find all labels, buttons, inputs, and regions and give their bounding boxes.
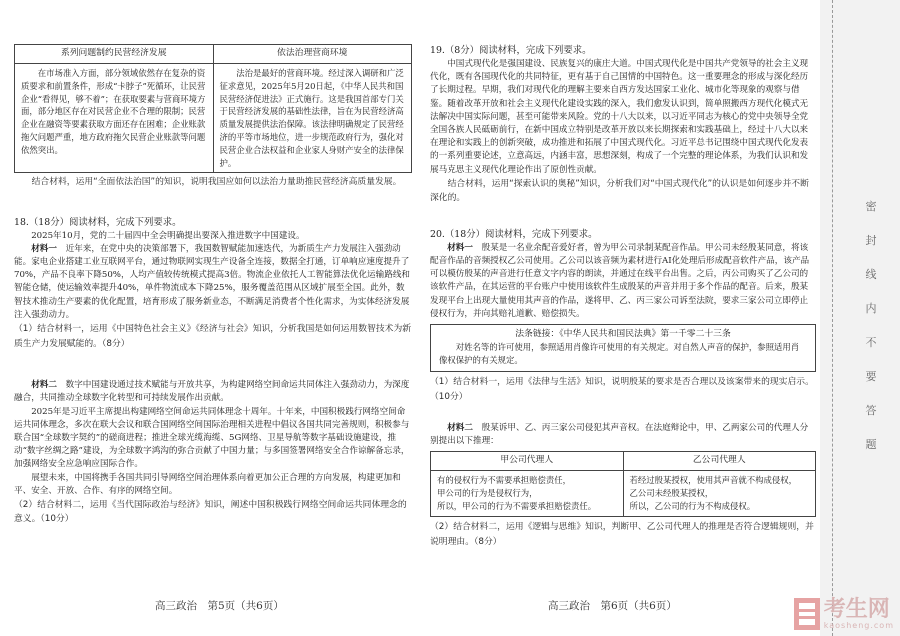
kaosheng-logo-icon — [794, 598, 820, 630]
material-label: 材料一 — [447, 242, 473, 253]
seal-char: 题 — [865, 438, 877, 451]
q19-heading: 19.（8分）阅读材料，完成下列要求。 — [430, 45, 592, 56]
material-label: 材料二 — [447, 423, 473, 434]
q18-material-2-para: 2025年是习近平主席提出构建网络空间命运共同体理念十周年。十年来，中国积极践行网络空间命运共同体理念，多次在联大会议和联合国网络空间国际治理相关进程中倡议各国共同完善规则，积极参与联合国“全球数字契约”的磋商进程；推进全球光缆海缆、5G网络、卫星导航等数字基础设施建设，推动“数字丝绸之路”建设，为全球数字鸿沟的弥合贡献了中国力量；与多国签署网络安全合作谅解备忘录，加强网络安全应急响应国际合作。 — [14, 406, 410, 470]
law-body: 对姓名等的许可使用，参照适用肖像许可使用的有关规定。对自然人声音的保护，参照适用肖像权保护的有关规定。 — [439, 342, 800, 366]
table-header: 甲公司代理人 — [431, 452, 624, 471]
table-header: 系列问题制约民营经济发展 — [15, 45, 214, 64]
watermark-domain: kaosheng.com — [823, 620, 894, 630]
seal-char: 不 — [865, 336, 877, 349]
material-text: 殷某诉甲、乙、丙三家公司侵犯其声音权。在法庭辩论中，甲、乙两家公司的代理人分别提出以下推理： — [430, 423, 809, 447]
seal-char: 线 — [865, 268, 877, 281]
q18-sub-question-2: （2）结合材料二，运用《当代国际政治与经济》知识，阐述中国积极践行网络空间命运共同体理念的意义。（10分） — [14, 499, 407, 525]
table-header: 乙公司代理人 — [623, 452, 816, 471]
material-text: 殷某是一名业余配音爱好者，曾为甲公司录制某配音作品。甲公司未经殷某同意，将该配音作品的音频授权乙公司使用。乙公司以该音频为素材进行AI化处理后形成配音软件产品，该产品可以模仿殷某的声音进行任意文字内容的朗读，并通过在线平台出售。之后，丙公司购买了乙公司的该软件产品，在其运营的平台账户中使用该软件生成殷某的声音并用于多个作品的配音。后来，殷某发现平台上出现大量使用其声音的作品，遂将甲、乙、丙三家公司诉至法院，要求三家公司立即停止侵权行为，并向其赔礼道歉、赔偿损失。 — [430, 242, 810, 319]
right-page — [430, 44, 816, 549]
premise-line: 乙公司未经殷某授权， — [629, 488, 714, 499]
q17-material-table — [14, 44, 412, 173]
material-label: 材料二 — [31, 380, 57, 391]
material-text: 数字中国建设通过技术赋能与开放共享，为构建网络空间命运共同体注入强劲动力，为深度融合，共同推动全球数字化转型和可持续发展作出贡献。 — [14, 380, 410, 404]
law-reference-box — [430, 324, 816, 372]
q19-question: 结合材料，运用“探索认识的奥秘”知识，分析我们对“中国式现代化”的认识是如何逐步并不断深化的。 — [430, 178, 809, 204]
seal-char: 封 — [865, 234, 877, 247]
q17-question: 结合材料，运用“全面依法治国”的知识，说明我国应如何以法治力量助推民营经济高质量发展。 — [31, 177, 402, 188]
q18-sub-question-1: （1）结合材料一，运用《中国特色社会主义》《经济与社会》知识，分析我国是如何运用数智技术为新质生产力发展赋能的。（8分） — [14, 324, 412, 349]
table-cell: 在市场准入方面，部分领域依然存在复杂的资质要求和前置条件，形成“卡脖子”死循环，让民营企业“看得见，够不着”；在获取要素与营商环境方面，部分地区存在对民营企业不合理的限制；民营企业在融资等要素获取方面还存在困难；企业账款拖欠问题严重，地方政府拖欠民营企业账款等问题依然突出。 — [15, 64, 214, 173]
conclusion-line: 所以，甲公司的行为不需要承担赔偿责任。 — [437, 501, 597, 512]
seal-char: 密 — [865, 200, 877, 213]
seal-char: 内 — [865, 302, 877, 315]
premise-line: 有的侵权行为不需要承担赔偿责任， — [437, 475, 571, 486]
seal-char: 答 — [865, 404, 877, 417]
table-cell — [623, 471, 816, 517]
q20-sub-question-1: （1）结合材料一，运用《法律与生活》知识，说明殷某的要求是否合理以及该案带来的现实启示。（10分） — [430, 377, 814, 402]
seal-char: 要 — [865, 370, 877, 383]
table-header: 依法治理营商环境 — [213, 45, 412, 64]
q18-material-2 — [14, 379, 412, 405]
conclusion-line: 所以，乙公司的行为不构成侵权。 — [629, 501, 756, 512]
material-label: 材料一 — [31, 243, 57, 254]
q20-material-1 — [430, 242, 816, 321]
q18-material-2-para: 展望未来，中国将携手各国共同引导网络空间治理体系向着更加公正合理的方向发展，构建更加和平、安全、开放、合作、有序的网络空间。 — [14, 472, 401, 496]
q19-material: 中国式现代化是强国建设、民族复兴的康庄大道。中国式现代化是中国共产党领导的社会主义现代化，既有各国现代化的共同特征，更有基于自己国情的中国特色。这一重要理念的形成与深化经历了长期过程。早期，我们对现代化的理解主要来自西方发达国家工业化、城市化等现象的观察与借鉴。随着改革开放和社会主义现代化建设实践的深入，我们愈发认识到，简单照搬西方现代化模式无法解决中国实际问题，甚至可能带来风险。党的十八大以来，以习近平同志为核心的党中央领导全党全国各族人民砥砺前行，在新中国成立特别是改革开放以来长期探索和实践基础上，经过十八大以来在理论和实践上的创新突破，成功推进和拓展了中国式现代化。习近平总书记围绕中国式现代化发表的一系列重要论述，立意高远，内涵丰富，思想深刻，构成了一个完整的理论体系，为我们认识和发展马克思主义现代化理论作出了原创性贡献。 — [430, 59, 809, 175]
table-cell — [431, 471, 624, 517]
watermark-logo — [794, 598, 894, 630]
page-number-right: 高三政治 第6页（共6页） — [548, 600, 677, 612]
q20-sub-question-2: （2）结合材料二，运用《逻辑与思维》知识，判断甲、乙公司代理人的推理是否符合逻辑规则，并说明理由。（8分） — [430, 522, 814, 547]
table-cell: 法治是最好的营商环境。经过深入调研和广泛征求意见，2025年5月20日起，《中华人民共和国民营经济促进法》正式施行。这是我国首部专门关于民营经济发展的基础性法律，旨在为民营经济高质量发展提供法治保障。该法律明确规定了民营经济的平等市场地位，进一步规范政府行为，强化对民营企业合法权益和企业家人身财产安全的法律保护。 — [213, 64, 412, 173]
premise-line: 甲公司的行为是侵权行为， — [437, 488, 538, 499]
left-page — [14, 44, 412, 527]
page-number-left: 高三政治 第5页（共6页） — [155, 600, 284, 612]
binding-margin — [820, 0, 900, 636]
q20-material-2 — [430, 422, 816, 448]
q18-material-1 — [14, 243, 412, 322]
q18-heading: 18.（18分）阅读材料，完成下列要求。 — [14, 216, 182, 228]
premise-line: 若经过殷某授权，使用其声音就不构成侵权， — [629, 475, 797, 486]
q18-intro: 2025年10月，党的二十届四中全会明确提出要深入推进数字中国建设。 — [31, 230, 305, 241]
seal-dashed-line — [832, 0, 833, 636]
law-title: 法条链接：《中华人民共和国民法典》第一千零二十三条 — [515, 329, 731, 340]
q20-reasoning-table — [430, 451, 816, 517]
watermark-brand: 考生网 — [823, 596, 890, 622]
q20-heading: 20.（18分）阅读材料，完成下列要求。 — [430, 228, 598, 240]
material-text: 近年来，在党中央的决策部署下，我国数智赋能加速迭代，为新质生产力发展注入强劲动能。家电企业搭建工业互联网平台，通过物联网实现生产设备全连接，数据全打通，订单响应速度提升了70%，产品不良率下降50%，人均产值较传统模式提高3倍。物流企业依托人工智能算法优化运输路线和智能仓储，使运输效率提升40%，单件物流成本下降25%，服务覆盖范围从区域扩展至全国。此外，数智技术推动生产要素的优化配置，培育形成了服务新业态，不断满足消费者个性化需求，为实体经济发展注入强劲动力。 — [14, 243, 411, 320]
